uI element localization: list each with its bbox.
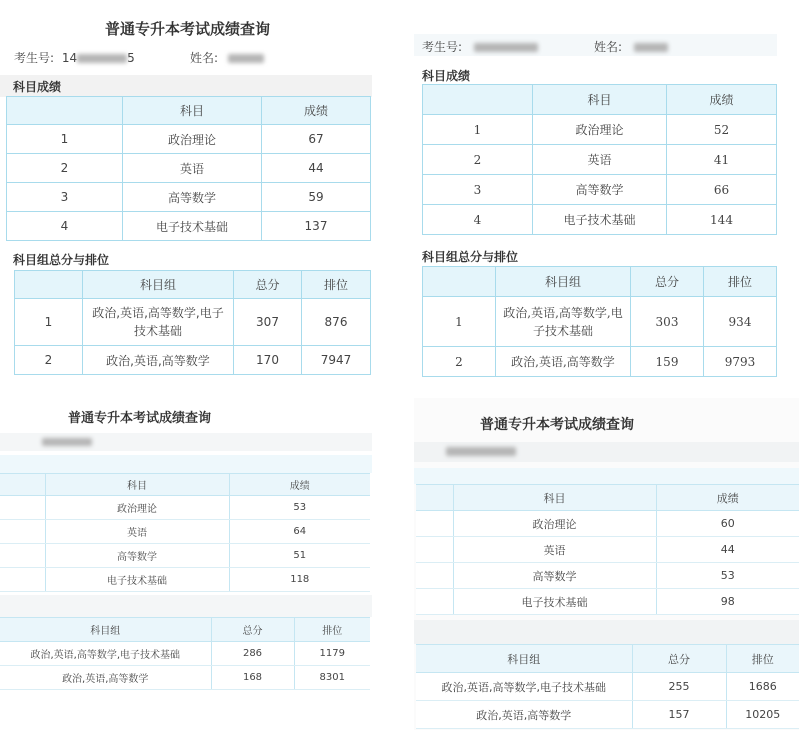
row-number: 1 [423, 297, 496, 347]
col-header-rank: 排位 [704, 267, 777, 297]
col-header-total: 总分 [234, 271, 302, 299]
col-header-group: 科目组 [0, 618, 211, 642]
table-row [0, 496, 370, 520]
redacted-candidate-info [446, 447, 516, 456]
col-header-no [416, 485, 453, 511]
row-number: 1 [7, 125, 123, 154]
panel-bottom-left [0, 395, 372, 695]
row-number: 1 [423, 115, 533, 145]
col-header-group: 科目组 [496, 267, 631, 297]
row-number: 4 [423, 205, 533, 235]
table-row [7, 125, 371, 154]
table-row [416, 589, 799, 615]
subject-name: 英语 [533, 145, 667, 175]
subject-score: 44 [656, 537, 799, 563]
section-band [414, 468, 799, 484]
subject-name: 英语 [45, 520, 229, 544]
group-table [14, 270, 371, 375]
row-number: 3 [423, 175, 533, 205]
exam-number-row [14, 49, 135, 66]
subject-name: 高等数学 [533, 175, 667, 205]
group-total: 307 [234, 299, 302, 346]
panel-top-right [414, 30, 784, 380]
subjects-section-title: 科目成绩 [13, 80, 62, 94]
subject-name: 政治理论 [533, 115, 667, 145]
col-header-score: 成绩 [262, 97, 371, 125]
col-header-score: 成绩 [656, 485, 799, 511]
table-row [0, 520, 370, 544]
subjects-table [0, 473, 370, 592]
group-rank: 9793 [704, 347, 777, 377]
table-row [423, 145, 777, 175]
table-row [416, 511, 799, 537]
subjects-table [6, 96, 371, 241]
group-total: 168 [211, 666, 294, 690]
redacted-name [228, 54, 264, 63]
row-number: 1 [15, 299, 83, 346]
table-row [423, 297, 777, 347]
subject-name: 政治理论 [453, 511, 656, 537]
section-band [0, 455, 372, 473]
col-header-no [0, 474, 45, 496]
subject-name: 电子技术基础 [453, 589, 656, 615]
group-rank: 10205 [726, 701, 799, 729]
table-row [0, 568, 370, 592]
col-header-subject: 科目 [533, 85, 667, 115]
group-total: 286 [211, 642, 294, 666]
group-rank: 1686 [726, 673, 799, 701]
name-row [594, 38, 668, 55]
subject-score: 64 [229, 520, 370, 544]
page-title: 普通专升本考试成绩查询 [480, 417, 634, 433]
group-total: 170 [234, 346, 302, 375]
col-header-subject: 科目 [45, 474, 229, 496]
page-title: 普通专升本考试成绩查询 [105, 20, 271, 38]
group-name: 政治,英语,高等数学 [416, 701, 632, 729]
exam-number-row [422, 38, 538, 55]
name-label: 姓名: [190, 51, 219, 65]
exam-number-label: 考生号: [14, 51, 55, 65]
subject-score: 59 [262, 183, 371, 212]
subject-name: 电子技术基础 [123, 212, 262, 241]
group-rank: 1179 [294, 642, 370, 666]
group-name: 政治,英语,高等数学,电子技术基础 [416, 673, 632, 701]
redacted-name [634, 43, 668, 52]
table-row [0, 642, 370, 666]
subject-name: 高等数学 [45, 544, 229, 568]
subjects-section-title: 科目成绩 [422, 69, 471, 83]
row-number: 3 [7, 183, 123, 212]
subject-name: 政治理论 [123, 125, 262, 154]
row-number: 4 [7, 212, 123, 241]
subject-score: 67 [262, 125, 371, 154]
group-rank: 7947 [302, 346, 371, 375]
exam-number-tail: 5 [127, 51, 135, 65]
group-total: 255 [632, 673, 726, 701]
subject-score: 144 [667, 205, 777, 235]
table-row [416, 673, 799, 701]
col-header-group: 科目组 [416, 645, 632, 673]
panel-top-left [0, 0, 372, 380]
subject-score: 53 [656, 563, 799, 589]
table-row [0, 666, 370, 690]
group-total: 159 [631, 347, 704, 377]
subject-score: 52 [667, 115, 777, 145]
table-row [15, 299, 371, 346]
section-band [414, 620, 799, 644]
subject-name: 英语 [123, 154, 262, 183]
group-table [0, 617, 370, 690]
table-row [416, 701, 799, 729]
name-row [190, 49, 264, 66]
col-header-total: 总分 [211, 618, 294, 642]
subject-score: 66 [667, 175, 777, 205]
subject-score: 44 [262, 154, 371, 183]
col-header-no [15, 271, 83, 299]
table-row [15, 346, 371, 375]
subject-score: 53 [229, 496, 370, 520]
col-header-no [423, 267, 496, 297]
page-title: 普通专升本考试成绩查询 [68, 411, 212, 426]
group-name: 政治,英语,高等数学,电子技术基础 [0, 642, 211, 666]
subject-name: 英语 [453, 537, 656, 563]
table-row [423, 115, 777, 145]
exam-number-label: 考生号: [422, 40, 463, 54]
subjects-table [422, 84, 777, 235]
group-rank: 876 [302, 299, 371, 346]
group-name: 政治,英语,高等数学 [496, 347, 631, 377]
redacted-candidate-info [42, 438, 92, 446]
col-header-score: 成绩 [229, 474, 370, 496]
col-header-rank: 排位 [302, 271, 371, 299]
col-header-subject: 科目 [123, 97, 262, 125]
table-row [416, 537, 799, 563]
subject-score: 51 [229, 544, 370, 568]
group-rank: 934 [704, 297, 777, 347]
subject-score: 60 [656, 511, 799, 537]
table-row [416, 563, 799, 589]
col-header-no [423, 85, 533, 115]
subject-name: 电子技术基础 [533, 205, 667, 235]
col-header-subject: 科目 [453, 485, 656, 511]
group-name: 政治,英语,高等数学 [0, 666, 211, 690]
exam-number-partial: 14 [61, 51, 78, 65]
subject-score: 98 [656, 589, 799, 615]
table-row [7, 154, 371, 183]
redacted-exam-number [474, 43, 538, 52]
col-header-group: 科目组 [83, 271, 234, 299]
col-header-total: 总分 [632, 645, 726, 673]
section-band [0, 595, 372, 617]
col-header-score: 成绩 [667, 85, 777, 115]
group-table [416, 644, 799, 729]
subjects-table [416, 484, 799, 615]
row-number: 2 [7, 154, 123, 183]
table-row [7, 212, 371, 241]
row-number: 2 [15, 346, 83, 375]
group-section-title: 科目组总分与排位 [13, 253, 110, 267]
row-number: 2 [423, 347, 496, 377]
row-number: 2 [423, 145, 533, 175]
subject-name: 政治理论 [45, 496, 229, 520]
subject-score: 41 [667, 145, 777, 175]
subject-name: 高等数学 [453, 563, 656, 589]
group-name: 政治,英语,高等数学 [83, 346, 234, 375]
col-header-rank: 排位 [294, 618, 370, 642]
table-row [423, 205, 777, 235]
subject-name: 电子技术基础 [45, 568, 229, 592]
table-row [423, 175, 777, 205]
table-row [0, 544, 370, 568]
group-name: 政治,英语,高等数学,电子技术基础 [496, 297, 631, 347]
group-section-title: 科目组总分与排位 [422, 250, 519, 264]
subject-name: 高等数学 [123, 183, 262, 212]
table-row [7, 183, 371, 212]
subject-score: 137 [262, 212, 371, 241]
group-total: 157 [632, 701, 726, 729]
col-header-no [7, 97, 123, 125]
table-row [423, 347, 777, 377]
col-header-total: 总分 [631, 267, 704, 297]
subject-score: 118 [229, 568, 370, 592]
group-name: 政治,英语,高等数学,电子技术基础 [83, 299, 234, 346]
group-rank: 8301 [294, 666, 370, 690]
col-header-rank: 排位 [726, 645, 799, 673]
redacted-exam-number [77, 54, 127, 63]
panel-bottom-right [414, 398, 799, 730]
name-label: 姓名: [594, 40, 623, 54]
group-table [422, 266, 777, 377]
group-total: 303 [631, 297, 704, 347]
